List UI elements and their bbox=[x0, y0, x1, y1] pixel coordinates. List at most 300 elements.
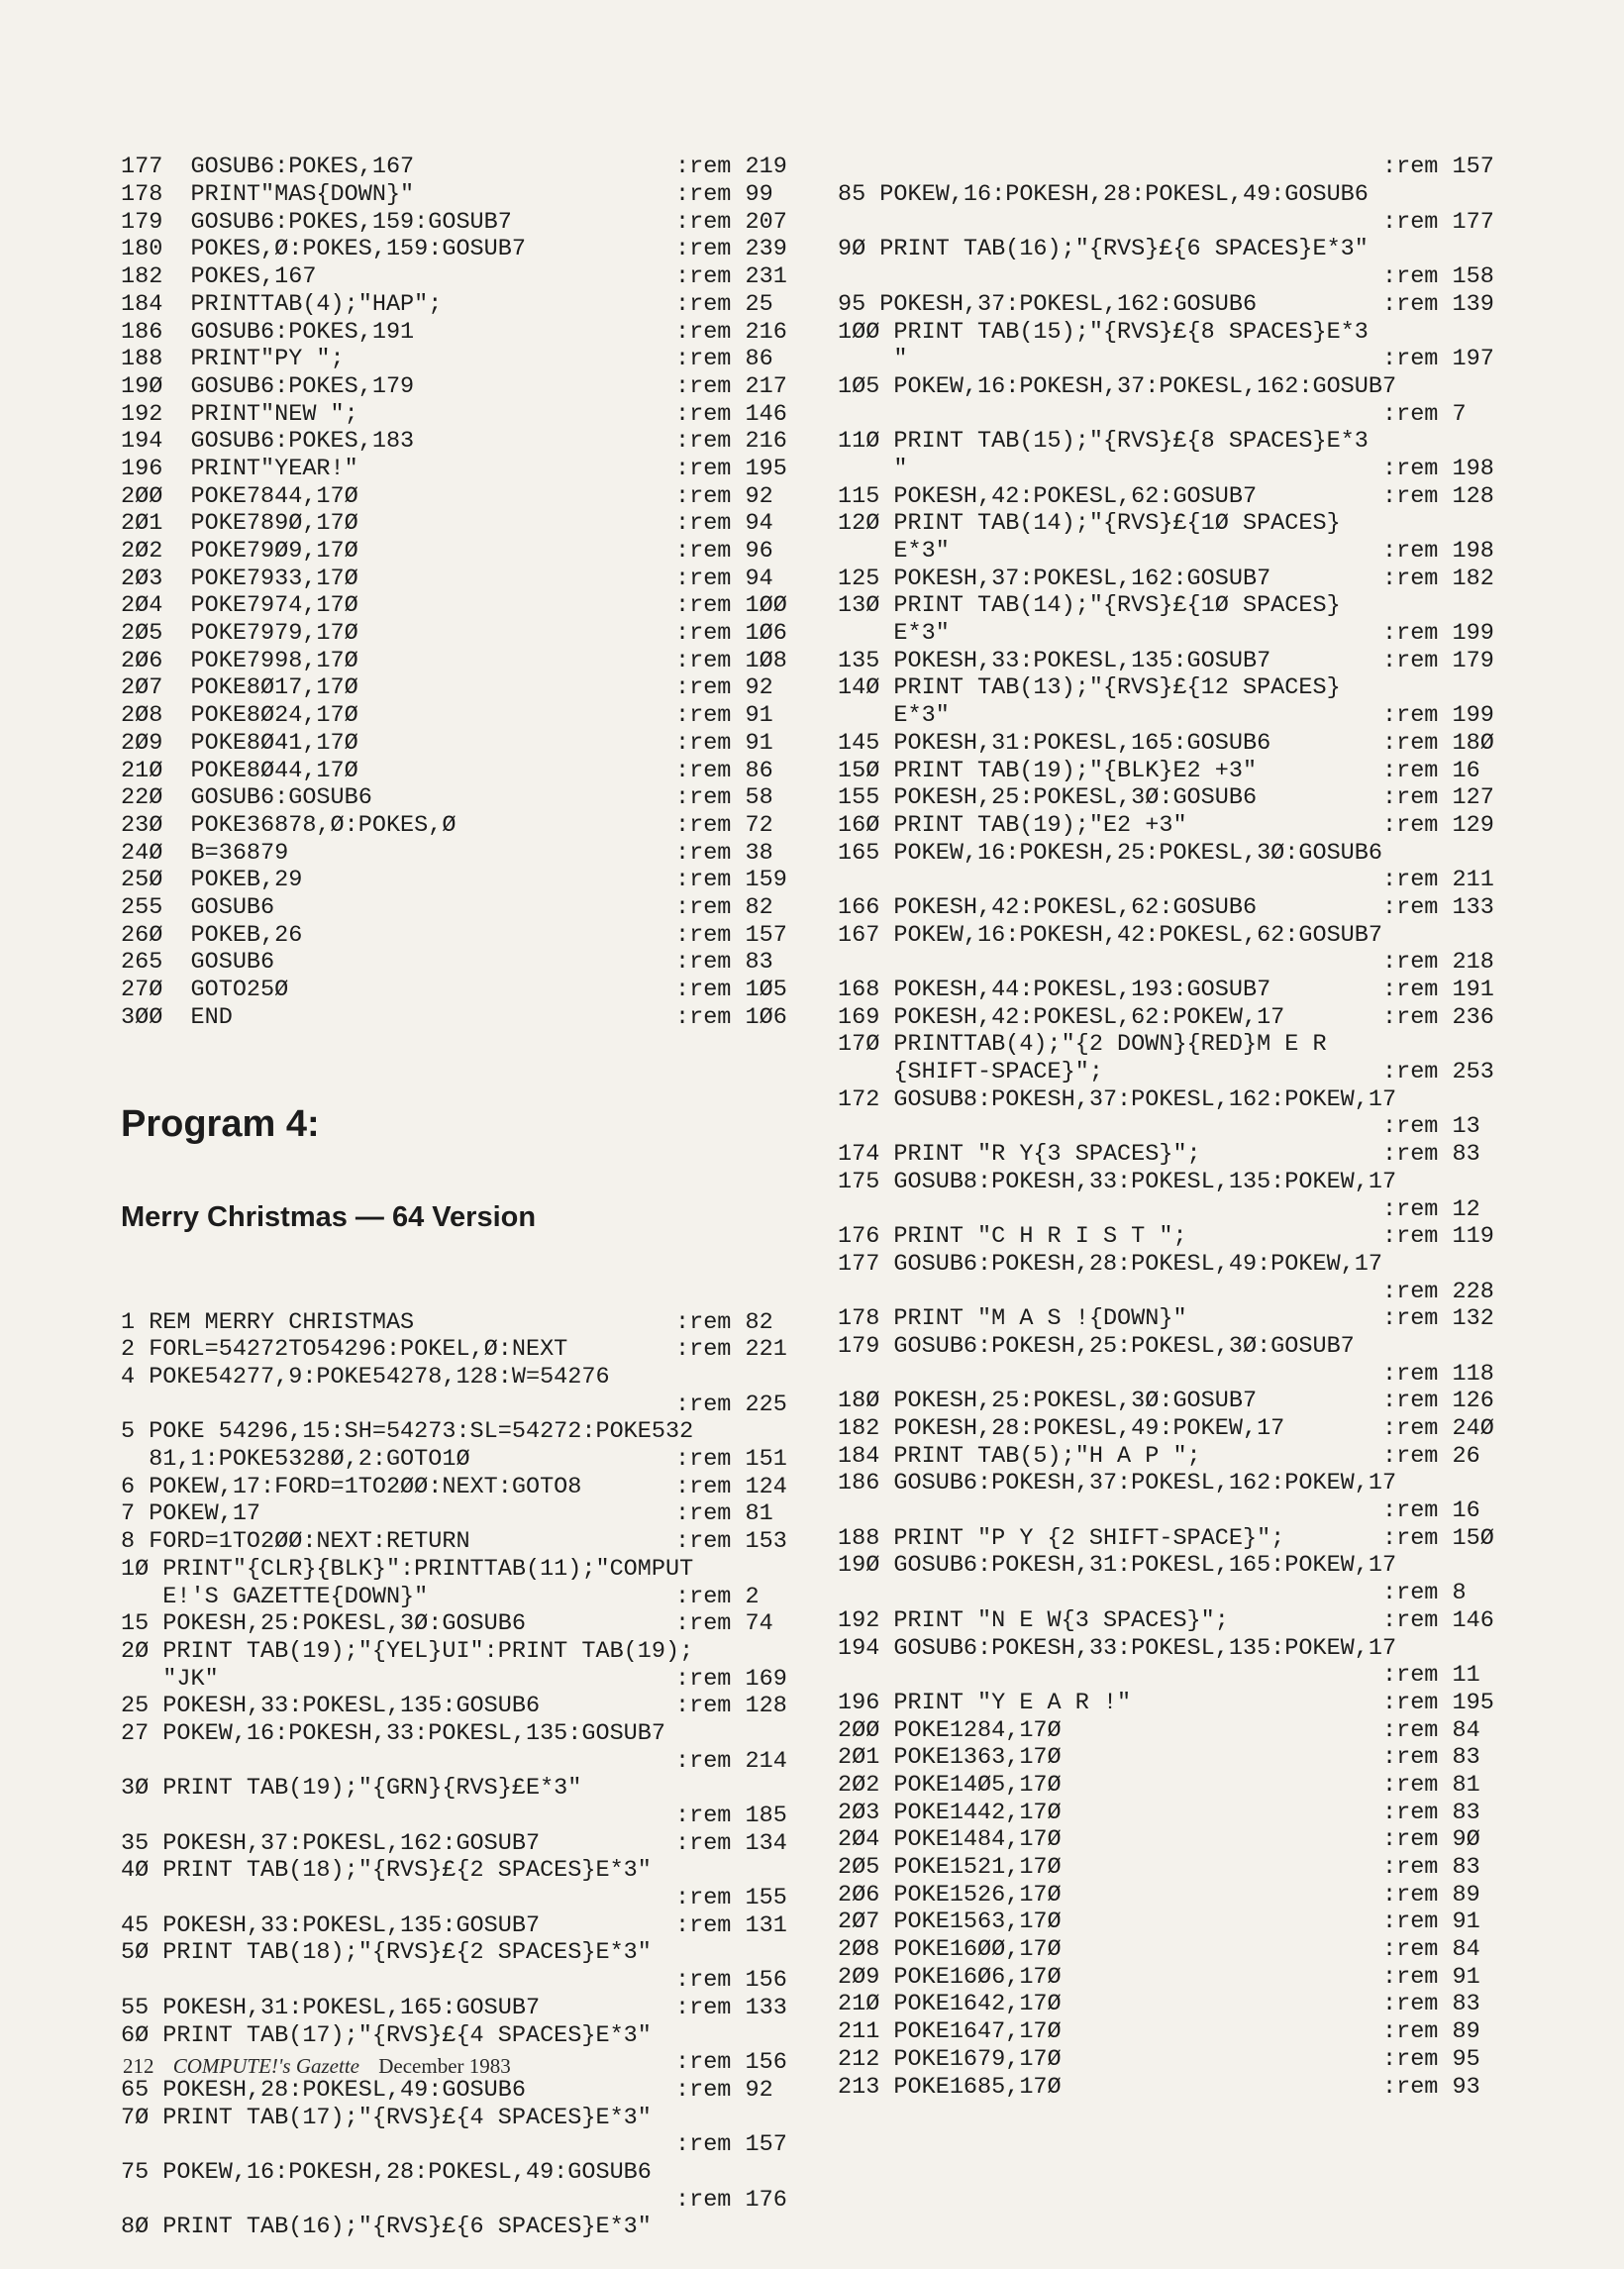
code-line bbox=[838, 1964, 1531, 1992]
code-line bbox=[838, 456, 1531, 483]
code-text: {SHIFT-SPACE}"; bbox=[838, 1059, 1103, 1086]
rem-checksum: :rem 11 bbox=[1382, 1662, 1480, 1690]
code-line bbox=[121, 1392, 814, 1419]
code-line bbox=[838, 483, 1531, 511]
code-line bbox=[121, 1528, 814, 1556]
code-text: 172 GOSUB8:POKESH,37:POKESL,162:POKEW,17 bbox=[838, 1085, 1397, 1113]
rem-checksum: :rem 9Ø bbox=[1382, 1826, 1480, 1854]
code-line bbox=[121, 1336, 814, 1364]
rem-checksum: :rem 253 bbox=[1382, 1059, 1494, 1086]
code-text: " bbox=[838, 455, 908, 482]
code-line bbox=[838, 1936, 1531, 1964]
code-line bbox=[121, 319, 814, 347]
code-line bbox=[121, 2159, 814, 2187]
code-line bbox=[121, 566, 814, 593]
rem-checksum: :rem 199 bbox=[1382, 620, 1494, 648]
rem-checksum: :rem 96 bbox=[675, 538, 773, 566]
code-text: 186 GOSUB6:POKES,191 bbox=[121, 318, 415, 346]
code-text: 1Ø PRINT"{CLR}{BLK}":PRINTTAB(11);"COMPUT bbox=[121, 1555, 694, 1583]
code-text: 2Ø4 POKE7974,17Ø bbox=[121, 592, 358, 620]
code-line bbox=[121, 2022, 814, 2050]
code-text: 26Ø POKEB,26 bbox=[121, 921, 303, 949]
code-text: 194 GOSUB6:POKESH,33:POKESL,135:POKEW,17 bbox=[838, 1634, 1397, 1662]
rem-checksum: :rem 156 bbox=[675, 1967, 787, 1995]
code-text: 184 PRINT TAB(5);"H A P "; bbox=[838, 1442, 1201, 1470]
rem-checksum: :rem 92 bbox=[675, 2076, 773, 2104]
code-line bbox=[838, 648, 1531, 675]
code-text: 175 GOSUB8:POKESH,33:POKESL,135:POKEW,17 bbox=[838, 1168, 1397, 1195]
code-line bbox=[121, 1309, 814, 1337]
code-text: 25 POKESH,33:POKESL,135:GOSUB6 bbox=[121, 1693, 541, 1720]
code-line bbox=[121, 2131, 814, 2159]
code-line bbox=[121, 1004, 814, 1032]
rem-checksum: :rem 231 bbox=[675, 263, 787, 291]
code-text: 2Ø5 POKE1521,17Ø bbox=[838, 1854, 1062, 1882]
code-text: 12Ø PRINT TAB(14);"{RVS}£{1Ø SPACES} bbox=[838, 510, 1341, 538]
code-text: 180 POKES,Ø:POKES,159:GOSUB7 bbox=[121, 236, 526, 263]
code-line bbox=[121, 456, 814, 483]
rem-checksum: :rem 185 bbox=[675, 1803, 787, 1829]
code-text: " bbox=[838, 346, 908, 373]
rem-checksum: :rem 1Ø6 bbox=[675, 620, 787, 648]
code-line bbox=[838, 1772, 1531, 1800]
code-line bbox=[838, 1607, 1531, 1635]
code-text: 179 GOSUB6:POKES,159:GOSUB7 bbox=[121, 208, 512, 236]
code-line bbox=[838, 1113, 1531, 1141]
rem-checksum: :rem 118 bbox=[1382, 1360, 1494, 1388]
code-line bbox=[838, 784, 1531, 812]
code-text: 211 POKE1647,17Ø bbox=[838, 2018, 1062, 2046]
code-text: 115 POKESH,42:POKESL,62:GOSUB7 bbox=[838, 482, 1258, 510]
program-subtitle: Merry Christmas — 64 Version bbox=[121, 1201, 537, 1234]
code-line bbox=[838, 1059, 1531, 1086]
code-text: 2Ø9 POKE16Ø6,17Ø bbox=[838, 1963, 1062, 1991]
rem-checksum: :rem 236 bbox=[1382, 1003, 1494, 1031]
code-text: 7 POKEW,17 bbox=[121, 1500, 261, 1528]
rem-checksum: :rem 89 bbox=[1382, 2018, 1480, 2046]
rem-checksum: :rem 18Ø bbox=[1382, 729, 1494, 757]
code-text: 186 GOSUB6:POKESH,37:POKESL,162:POKEW,17 bbox=[838, 1470, 1397, 1497]
code-text: 174 PRINT "R Y{3 SPACES}"; bbox=[838, 1141, 1201, 1169]
code-text: 3ØØ END bbox=[121, 1003, 233, 1031]
code-line bbox=[838, 592, 1531, 620]
code-line bbox=[121, 702, 814, 730]
program-title: Program 4: bbox=[121, 1102, 320, 1145]
code-line bbox=[121, 1666, 814, 1694]
rem-checksum: :rem 239 bbox=[675, 236, 787, 263]
rem-checksum: :rem 91 bbox=[675, 702, 773, 730]
code-line bbox=[838, 1196, 1531, 1224]
code-text: 6 POKEW,17:FORD=1TO2ØØ:NEXT:GOTO8 bbox=[121, 1473, 582, 1500]
code-line bbox=[121, 922, 814, 950]
code-text: 35 POKESH,37:POKESL,162:GOSUB7 bbox=[121, 1829, 541, 1857]
code-line bbox=[838, 1635, 1531, 1663]
code-text: 8 FORD=1TO2ØØ:NEXT:RETURN bbox=[121, 1528, 470, 1556]
rem-checksum: :rem 157 bbox=[675, 2131, 787, 2159]
code-line bbox=[838, 949, 1531, 977]
rem-checksum: :rem 83 bbox=[1382, 1141, 1480, 1169]
code-text: 179 GOSUB6:POKESH,25:POKESL,3Ø:GOSUB7 bbox=[838, 1332, 1355, 1360]
code-text: 3Ø PRINT TAB(19);"{GRN}{RVS}£E*3" bbox=[121, 1775, 582, 1803]
code-line bbox=[121, 648, 814, 675]
rem-checksum: :rem 86 bbox=[675, 757, 773, 784]
rem-checksum: :rem 195 bbox=[675, 455, 787, 482]
rem-checksum: :rem 82 bbox=[675, 893, 773, 921]
code-line bbox=[838, 1031, 1531, 1059]
rem-checksum: :rem 91 bbox=[675, 729, 773, 757]
rem-checksum: :rem 146 bbox=[1382, 1606, 1494, 1634]
code-line bbox=[838, 1361, 1531, 1389]
code-text: 213 POKE1685,17Ø bbox=[838, 2073, 1062, 2101]
code-text: 27Ø GOTO25Ø bbox=[121, 977, 289, 1004]
code-line bbox=[838, 2074, 1531, 2102]
code-text: 167 POKEW,16:POKESH,42:POKESL,62:GOSUB7 bbox=[838, 921, 1382, 949]
code-line bbox=[838, 566, 1531, 593]
code-text: 1 REM MERRY CHRISTMAS bbox=[121, 1308, 415, 1336]
code-line bbox=[121, 346, 814, 373]
code-text: 22Ø GOSUB6:GOSUB6 bbox=[121, 784, 372, 812]
code-line bbox=[838, 538, 1531, 566]
code-line bbox=[838, 894, 1531, 922]
code-line bbox=[121, 291, 814, 319]
code-line bbox=[121, 1830, 814, 1858]
code-line bbox=[838, 346, 1531, 373]
code-text: 178 PRINT"MAS{DOWN}" bbox=[121, 181, 415, 209]
listing-program-4 bbox=[121, 1309, 814, 2241]
code-line bbox=[121, 1803, 814, 1830]
code-text: 8Ø PRINT TAB(16);"{RVS}£{6 SPACES}E*3" bbox=[121, 2214, 652, 2241]
rem-checksum: :rem 84 bbox=[1382, 1716, 1480, 1744]
code-line bbox=[121, 592, 814, 620]
code-line bbox=[121, 1474, 814, 1501]
code-line bbox=[121, 2214, 814, 2241]
code-line bbox=[121, 894, 814, 922]
code-line bbox=[121, 1693, 814, 1720]
code-line bbox=[838, 1333, 1531, 1361]
code-line bbox=[838, 1525, 1531, 1553]
code-line bbox=[838, 1141, 1531, 1169]
code-line bbox=[121, 2077, 814, 2105]
code-text: 14Ø PRINT TAB(13);"{RVS}£{12 SPACES} bbox=[838, 674, 1341, 702]
code-line bbox=[838, 1415, 1531, 1443]
rem-checksum: :rem 84 bbox=[1382, 1936, 1480, 1964]
rem-checksum: :rem 182 bbox=[1382, 565, 1494, 592]
code-text: 212 POKE1679,17Ø bbox=[838, 2045, 1062, 2073]
code-text: 2ØØ POKE1284,17Ø bbox=[838, 1716, 1062, 1744]
code-line bbox=[121, 209, 814, 237]
code-text: 2Ø2 POKE79Ø9,17Ø bbox=[121, 538, 358, 566]
code-line bbox=[838, 840, 1531, 868]
rem-checksum: :rem 219 bbox=[675, 154, 787, 181]
code-line bbox=[121, 840, 814, 868]
code-text: 2ØØ POKE7844,17Ø bbox=[121, 482, 358, 510]
code-line bbox=[838, 209, 1531, 237]
code-text: 5 POKE 54296,15:SH=54273:SL=54272:POKE532 bbox=[121, 1418, 694, 1446]
code-text: 25Ø POKEB,29 bbox=[121, 867, 303, 894]
code-line bbox=[121, 1939, 814, 1967]
rem-checksum: :rem 82 bbox=[675, 1308, 773, 1336]
rem-checksum: :rem 216 bbox=[675, 318, 787, 346]
code-text: 16Ø PRINT TAB(19);"E2 +3" bbox=[838, 811, 1187, 839]
code-line bbox=[121, 2187, 814, 2215]
code-text: 188 PRINT"PY "; bbox=[121, 346, 345, 373]
code-line bbox=[838, 263, 1531, 291]
code-line bbox=[838, 1662, 1531, 1690]
rem-checksum: :rem 1ØØ bbox=[675, 592, 787, 620]
code-line bbox=[838, 1826, 1531, 1854]
code-line bbox=[121, 154, 814, 181]
code-line bbox=[838, 1004, 1531, 1032]
rem-checksum: :rem 124 bbox=[675, 1473, 787, 1500]
code-line bbox=[121, 236, 814, 263]
rem-checksum: :rem 198 bbox=[1382, 455, 1494, 482]
rem-checksum: :rem 157 bbox=[1382, 154, 1494, 181]
rem-checksum: :rem 1Ø8 bbox=[675, 647, 787, 674]
code-line bbox=[838, 1470, 1531, 1497]
rem-checksum: :rem 86 bbox=[675, 346, 773, 373]
code-text: 192 PRINT"NEW "; bbox=[121, 400, 358, 428]
code-text: 11Ø PRINT TAB(15);"{RVS}£{8 SPACES}E*3 bbox=[838, 428, 1369, 456]
code-text: 4 POKE54277,9:POKE54278,128:W=54276 bbox=[121, 1364, 610, 1391]
code-text: 65 POKESH,28:POKESL,49:GOSUB6 bbox=[121, 2076, 526, 2104]
code-line bbox=[838, 620, 1531, 648]
code-line bbox=[121, 263, 814, 291]
rem-checksum: :rem 217 bbox=[675, 372, 787, 400]
code-line bbox=[838, 1388, 1531, 1415]
code-text: 9Ø PRINT TAB(16);"{RVS}£{6 SPACES}E*3" bbox=[838, 236, 1369, 263]
code-line bbox=[121, 1418, 814, 1446]
rem-checksum: :rem 81 bbox=[1382, 1771, 1480, 1799]
code-text: 24Ø B=36879 bbox=[121, 839, 289, 867]
rem-checksum: :rem 16 bbox=[1382, 757, 1480, 784]
rem-checksum: :rem 25 bbox=[675, 290, 773, 318]
code-text: 182 POKESH,28:POKESL,49:POKEW,17 bbox=[838, 1415, 1285, 1443]
code-line bbox=[838, 2046, 1531, 2074]
rem-checksum: :rem 92 bbox=[675, 674, 773, 702]
rem-checksum: :rem 159 bbox=[675, 867, 787, 894]
rem-checksum: :rem 153 bbox=[675, 1528, 787, 1556]
code-text: 196 PRINT "Y E A R !" bbox=[838, 1689, 1132, 1716]
code-line bbox=[838, 319, 1531, 347]
rem-checksum: :rem 169 bbox=[675, 1665, 787, 1693]
code-line bbox=[121, 1775, 814, 1803]
rem-checksum: :rem 197 bbox=[1382, 346, 1494, 373]
code-line bbox=[121, 977, 814, 1004]
code-text: 23Ø POKE36878,Ø:POKES,Ø bbox=[121, 811, 457, 839]
code-line bbox=[838, 373, 1531, 401]
rem-checksum: :rem 91 bbox=[1382, 1963, 1480, 1991]
listing-program-3-continued bbox=[121, 154, 814, 1031]
code-text: 2Ø3 POKE1442,17Ø bbox=[838, 1799, 1062, 1826]
code-line bbox=[121, 373, 814, 401]
code-text: 2Ø9 POKE8Ø41,17Ø bbox=[121, 729, 358, 757]
code-line bbox=[838, 1305, 1531, 1333]
rem-checksum: :rem 133 bbox=[675, 1994, 787, 2021]
code-text: 178 PRINT "M A S !{DOWN}" bbox=[838, 1305, 1187, 1333]
code-line bbox=[838, 1552, 1531, 1580]
code-line bbox=[121, 812, 814, 840]
rem-checksum: :rem 214 bbox=[675, 1747, 787, 1775]
code-text: 21Ø POKE8Ø44,17Ø bbox=[121, 757, 358, 784]
code-line bbox=[838, 2018, 1531, 2046]
rem-checksum: :rem 218 bbox=[1382, 949, 1494, 977]
code-text: 7Ø PRINT TAB(17);"{RVS}£{4 SPACES}E*3" bbox=[121, 2104, 652, 2131]
rem-checksum: :rem 94 bbox=[675, 565, 773, 592]
rem-checksum: :rem 7 bbox=[1382, 400, 1467, 428]
code-line bbox=[838, 1882, 1531, 1909]
code-text: 27 POKEW,16:POKESH,33:POKESL,135:GOSUB7 bbox=[121, 1719, 665, 1747]
rem-checksum: :rem 74 bbox=[675, 1610, 773, 1638]
code-text: 6Ø PRINT TAB(17);"{RVS}£{4 SPACES}E*3" bbox=[121, 2021, 652, 2049]
code-text: 265 GOSUB6 bbox=[121, 949, 275, 977]
code-text: 45 POKESH,33:POKESL,135:GOSUB7 bbox=[121, 1911, 541, 1939]
code-line bbox=[121, 1885, 814, 1912]
code-line bbox=[838, 758, 1531, 785]
rem-checksum: :rem 126 bbox=[1382, 1388, 1494, 1415]
code-line bbox=[838, 702, 1531, 730]
rem-checksum: :rem 207 bbox=[675, 208, 787, 236]
code-line bbox=[121, 1912, 814, 1940]
code-line bbox=[838, 181, 1531, 209]
code-line bbox=[121, 510, 814, 538]
code-line bbox=[121, 181, 814, 209]
rem-checksum: :rem 92 bbox=[675, 482, 773, 510]
rem-checksum: :rem 133 bbox=[1382, 893, 1494, 921]
rem-checksum: :rem 12 bbox=[1382, 1195, 1480, 1223]
page-footer bbox=[123, 2054, 511, 2079]
code-line bbox=[121, 784, 814, 812]
code-line bbox=[838, 922, 1531, 950]
code-line bbox=[121, 2105, 814, 2132]
code-line bbox=[838, 730, 1531, 758]
code-text: 2Ø7 POKE1563,17Ø bbox=[838, 1908, 1062, 1936]
code-line bbox=[121, 1720, 814, 1748]
code-line bbox=[838, 1690, 1531, 1717]
rem-checksum: :rem 8 bbox=[1382, 1580, 1467, 1607]
code-text: 13Ø PRINT TAB(14);"{RVS}£{1Ø SPACES} bbox=[838, 592, 1341, 620]
code-text: 2 FORL=54272TO54296:POKEL,Ø:NEXT bbox=[121, 1336, 568, 1364]
rem-checksum: :rem 211 bbox=[1382, 867, 1494, 894]
rem-checksum: :rem 228 bbox=[1382, 1278, 1494, 1305]
code-line bbox=[121, 1967, 814, 1995]
code-text: 155 POKESH,25:POKESL,3Ø:GOSUB6 bbox=[838, 784, 1258, 812]
rem-checksum: :rem 156 bbox=[675, 2049, 787, 2077]
code-line bbox=[838, 291, 1531, 319]
rem-checksum: :rem 83 bbox=[1382, 1854, 1480, 1882]
rem-checksum: :rem 128 bbox=[1382, 482, 1494, 510]
code-text: 135 POKESH,33:POKESL,135:GOSUB7 bbox=[838, 647, 1271, 674]
code-line bbox=[121, 1638, 814, 1666]
code-line bbox=[838, 236, 1531, 263]
rem-checksum: :rem 146 bbox=[675, 400, 787, 428]
code-text: 4Ø PRINT TAB(18);"{RVS}£{2 SPACES}E*3" bbox=[121, 1857, 652, 1885]
rem-checksum: :rem 26 bbox=[1382, 1442, 1480, 1470]
rem-checksum: :rem 89 bbox=[1382, 1881, 1480, 1908]
rem-checksum: :rem 91 bbox=[1382, 1908, 1480, 1936]
code-text: 188 PRINT "P Y {2 SHIFT-SPACE}"; bbox=[838, 1524, 1285, 1552]
code-text: E!'S GAZETTE{DOWN}" bbox=[121, 1583, 429, 1610]
code-line bbox=[121, 1364, 814, 1392]
code-text: 1Ø5 POKEW,16:POKESH,37:POKESL,162:GOSUB7 bbox=[838, 372, 1397, 400]
code-text: 192 PRINT "N E W{3 SPACES}"; bbox=[838, 1606, 1229, 1634]
code-text: 184 PRINTTAB(4);"HAP"; bbox=[121, 290, 443, 318]
rem-checksum: :rem 16 bbox=[1382, 1497, 1480, 1525]
code-line bbox=[838, 1497, 1531, 1525]
code-text: 194 GOSUB6:POKES,183 bbox=[121, 428, 415, 456]
code-line bbox=[838, 1717, 1531, 1745]
code-line bbox=[121, 401, 814, 429]
code-line bbox=[838, 1800, 1531, 1827]
code-line bbox=[838, 1443, 1531, 1471]
code-line bbox=[838, 154, 1531, 181]
code-line bbox=[121, 730, 814, 758]
code-line bbox=[121, 867, 814, 894]
code-line bbox=[121, 1556, 814, 1584]
code-text: 95 POKESH,37:POKESL,162:GOSUB6 bbox=[838, 290, 1258, 318]
code-line bbox=[121, 428, 814, 456]
code-line bbox=[838, 674, 1531, 702]
code-line bbox=[838, 428, 1531, 456]
code-line bbox=[121, 1995, 814, 2022]
rem-checksum: :rem 24Ø bbox=[1382, 1415, 1494, 1443]
code-text: 125 POKESH,37:POKESL,162:GOSUB7 bbox=[838, 565, 1271, 592]
code-line bbox=[838, 812, 1531, 840]
code-line bbox=[838, 867, 1531, 894]
code-text: 2Ø4 POKE1484,17Ø bbox=[838, 1826, 1062, 1854]
rem-checksum: :rem 177 bbox=[1382, 208, 1494, 236]
code-line bbox=[838, 1991, 1531, 2018]
code-text: 182 POKES,167 bbox=[121, 263, 317, 291]
code-line bbox=[121, 758, 814, 785]
code-text: 2Ø8 POKE8Ø24,17Ø bbox=[121, 702, 358, 730]
code-text: 2Ø1 POKE789Ø,17Ø bbox=[121, 510, 358, 538]
code-line bbox=[121, 620, 814, 648]
code-text: 165 POKEW,16:POKESH,25:POKESL,3Ø:GOSUB6 bbox=[838, 839, 1382, 867]
code-text: 17Ø PRINTTAB(4);"{2 DOWN}{RED}M E R bbox=[838, 1031, 1327, 1059]
code-line bbox=[838, 1169, 1531, 1196]
code-line bbox=[838, 1908, 1531, 1936]
code-text: 2Ø8 POKE16ØØ,17Ø bbox=[838, 1936, 1062, 1964]
left-column bbox=[121, 99, 814, 2269]
rem-checksum: :rem 128 bbox=[675, 1693, 787, 1720]
code-line bbox=[121, 1748, 814, 1776]
code-line bbox=[121, 1610, 814, 1638]
rem-checksum: :rem 195 bbox=[1382, 1689, 1494, 1716]
code-line bbox=[121, 1584, 814, 1611]
code-line bbox=[838, 510, 1531, 538]
rem-checksum: :rem 83 bbox=[675, 949, 773, 977]
page-number: 212 bbox=[123, 2054, 154, 2078]
rem-checksum: :rem 1Ø5 bbox=[675, 977, 787, 1004]
code-text: 176 PRINT "C H R I S T "; bbox=[838, 1223, 1187, 1251]
code-text: 145 POKESH,31:POKESL,165:GOSUB6 bbox=[838, 729, 1271, 757]
rem-checksum: :rem 83 bbox=[1382, 1744, 1480, 1772]
rem-checksum: :rem 191 bbox=[1382, 977, 1494, 1004]
rem-checksum: :rem 1Ø6 bbox=[675, 1003, 787, 1031]
code-text: 2Ø PRINT TAB(19);"{YEL}UI":PRINT TAB(19); bbox=[121, 1637, 694, 1665]
code-line bbox=[121, 674, 814, 702]
rem-checksum: :rem 83 bbox=[1382, 1799, 1480, 1826]
rem-checksum: :rem 134 bbox=[675, 1829, 787, 1857]
rem-checksum: :rem 158 bbox=[1382, 263, 1494, 291]
code-text: 2Ø2 POKE14Ø5,17Ø bbox=[838, 1771, 1062, 1799]
code-line bbox=[121, 538, 814, 566]
code-text: 2Ø6 POKE7998,17Ø bbox=[121, 647, 358, 674]
code-text: 18Ø POKESH,25:POKESL,3Ø:GOSUB7 bbox=[838, 1388, 1258, 1415]
code-text: 255 GOSUB6 bbox=[121, 893, 275, 921]
code-line bbox=[121, 949, 814, 977]
magazine-name: COMPUTE!'s Gazette bbox=[172, 2054, 359, 2078]
